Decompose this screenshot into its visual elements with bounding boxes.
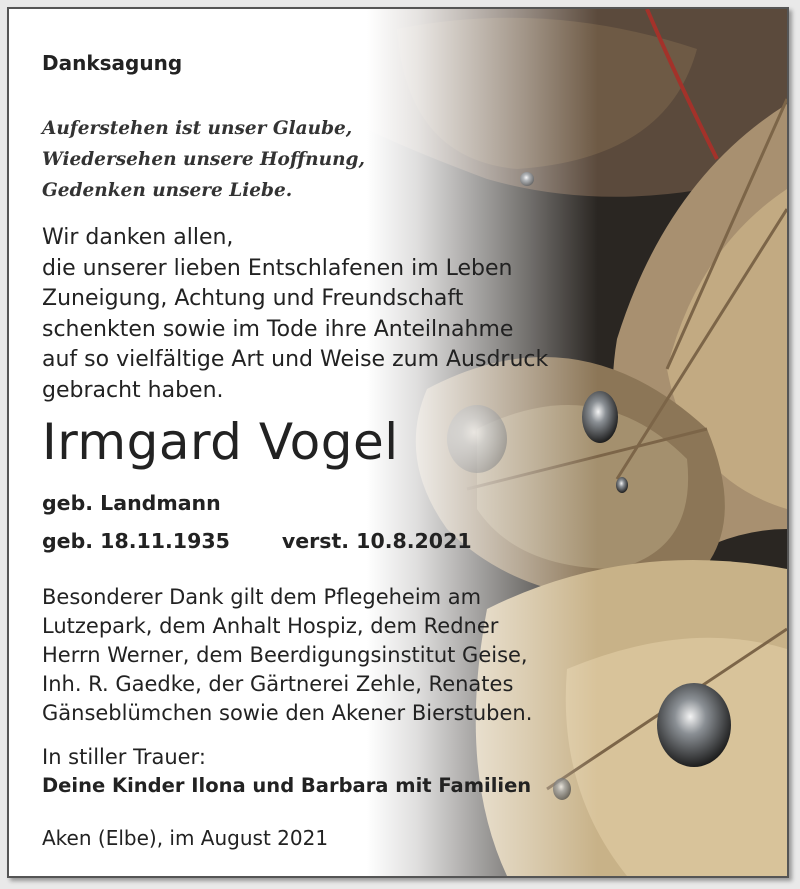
text-line: die unserer lieben Entschlafenen im Leben (42, 255, 513, 281)
maiden-name: geb. Landmann (42, 491, 221, 515)
memorial-verse (42, 113, 365, 206)
text-line: schenkten sowie im Tode ihre Anteilnahme (42, 316, 514, 342)
text-line: Lutzepark, dem Anhalt Hospiz, dem Redner (42, 614, 499, 638)
text-line: gebracht haben. (42, 377, 224, 403)
text-line: auf so vielfältige Art und Weise zum Ausdruck (42, 347, 549, 372)
mourning-label: In stiller Trauer: (42, 745, 206, 769)
obituary-notice (7, 7, 789, 878)
text-line: Herrn Werner, dem Beerdigungsinstitut Geise, (42, 643, 528, 667)
mourners: Deine Kinder Ilona und Barbara mit Familien (42, 774, 532, 797)
place-and-date: Aken (Elbe), im August 2021 (42, 826, 329, 850)
verse-line: Gedenken unsere Liebe. (42, 180, 293, 201)
special-thanks-paragraph (42, 583, 532, 728)
text-line: Zuneigung, Achtung und Freundschaft (42, 286, 464, 311)
text-line: Wir danken allen, (42, 225, 234, 250)
notice-heading: Danksagung (42, 51, 183, 75)
text-line: Gänseblümchen sowie den Akener Bierstuben. (42, 701, 533, 725)
verse-line: Wiedersehen unsere Hoffnung, (42, 149, 365, 170)
death-date: verst. 10.8.2021 (281, 529, 472, 553)
verse-line: Auferstehen ist unser Glaube, (42, 118, 353, 139)
deceased-name: Irmgard Vogel (42, 413, 399, 471)
autumn-leaves-photo (367, 9, 787, 876)
text-line: Inh. R. Gaedke, der Gärtnerei Zehle, Renates (42, 672, 514, 696)
thanks-paragraph (42, 223, 548, 406)
birth-date: geb. 18.11.1935 (42, 529, 230, 553)
life-dates (42, 529, 472, 553)
text-line: Besonderer Dank gilt dem Pflegeheim am (42, 585, 482, 609)
